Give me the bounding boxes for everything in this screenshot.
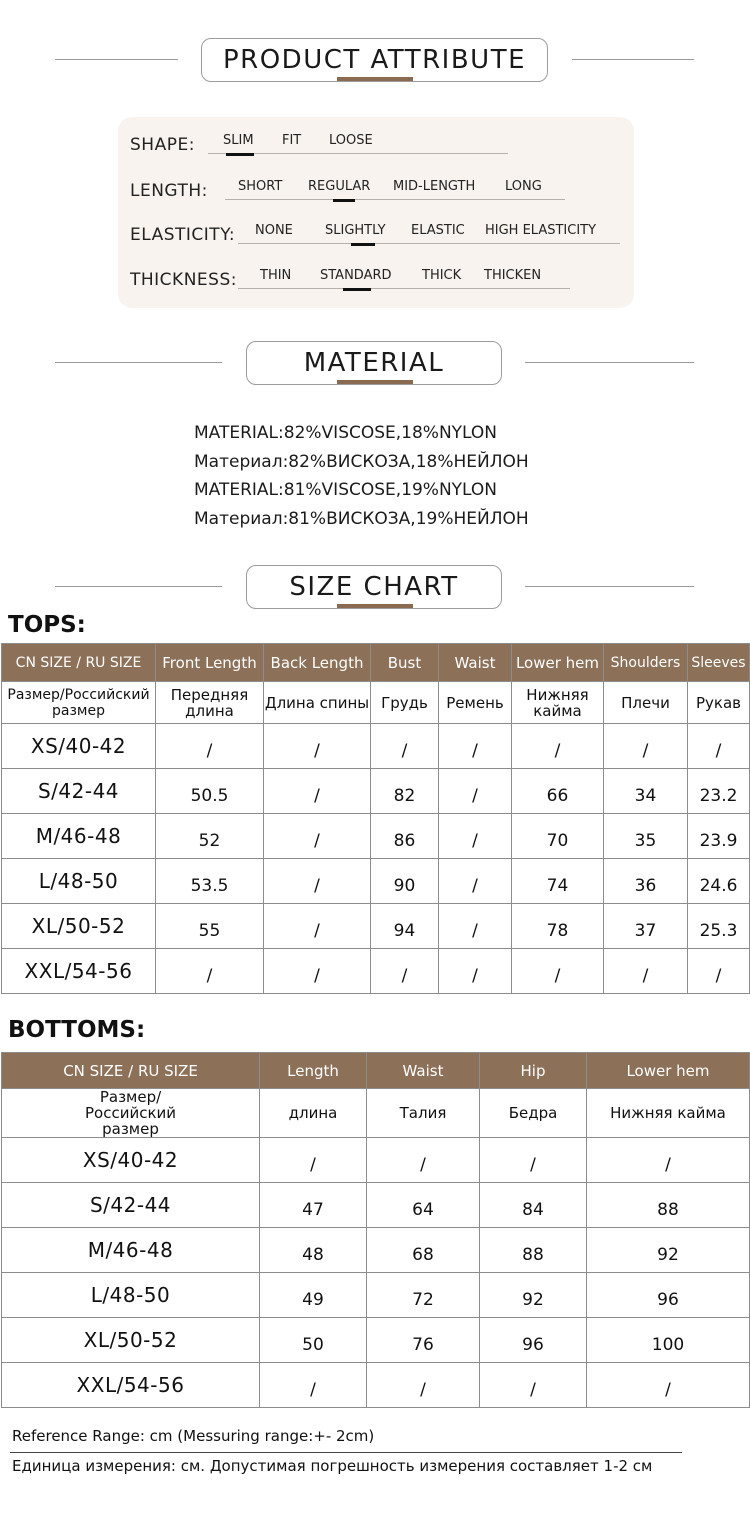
attr-option: THIN: [260, 268, 292, 283]
header-underline: [337, 380, 413, 384]
attr-baseline: [238, 243, 620, 244]
bottoms-value-cell: 84: [480, 1183, 587, 1228]
bottoms-size-cell: S/42-44: [2, 1183, 260, 1228]
attr-option: SLIM: [223, 133, 254, 148]
tops-value-cell: 82: [371, 769, 439, 814]
material-line: [194, 423, 497, 443]
tops-row: [2, 904, 750, 949]
bottoms-value-cell: 76: [367, 1318, 480, 1363]
bottoms-value-cell: /: [480, 1138, 587, 1183]
header-left-line: [55, 59, 178, 60]
tops-value-cell: /: [264, 859, 371, 904]
material-value: 81%ВИСКОЗА,19%НЕЙЛОН: [288, 509, 529, 529]
bottoms-value-cell: 49: [260, 1273, 367, 1318]
bottoms-col-lower-hem: Lower hem: [587, 1053, 750, 1089]
material-line: [194, 509, 529, 529]
tops-value-cell: /: [439, 814, 512, 859]
tops-size-cell: L/48-50: [2, 859, 156, 904]
tops-col-shoulders: Shoulders: [604, 644, 688, 682]
tops-value-cell: 86: [371, 814, 439, 859]
attr-length-row: [130, 173, 630, 203]
bottoms-subheader: Нижняя кайма: [587, 1089, 750, 1138]
bottoms-value-cell: /: [260, 1363, 367, 1408]
tops-body: [2, 724, 750, 994]
bottoms-value-cell: 100: [587, 1318, 750, 1363]
tops-subheader: Нижняя кайма: [512, 682, 604, 724]
attr-selected-marker: [226, 153, 254, 156]
material-value: 82%ВИСКОЗА,18%НЕЙЛОН: [288, 452, 529, 472]
tops-value-cell: 66: [512, 769, 604, 814]
attr-option: REGULAR: [308, 179, 371, 194]
tops-subheader: Передняя длина: [156, 682, 264, 724]
bottoms-row: [2, 1138, 750, 1183]
attr-shape-label: SHAPE:: [130, 135, 195, 155]
bottoms-row: [2, 1183, 750, 1228]
header-left-line: [55, 586, 222, 587]
bottoms-row: [2, 1318, 750, 1363]
bottoms-value-cell: /: [587, 1363, 750, 1408]
tops-size-cell: XL/50-52: [2, 904, 156, 949]
bottoms-subheader: Размер/Российский размер: [2, 1089, 260, 1138]
bottoms-subheader: Бедра: [480, 1089, 587, 1138]
attr-elasticity-row: [130, 217, 630, 247]
attr-option: THICKEN: [484, 268, 542, 283]
attr-option: NONE: [255, 223, 293, 238]
tops-row: [2, 769, 750, 814]
tops-value-cell: 74: [512, 859, 604, 904]
tops-value-cell: 35: [604, 814, 688, 859]
tops-value-cell: /: [371, 724, 439, 769]
attr-baseline: [238, 288, 570, 289]
bottoms-row: [2, 1228, 750, 1273]
header-title: PRODUCT ATTRIBUTE: [222, 45, 527, 75]
tops-value-cell: 78: [512, 904, 604, 949]
bottoms-value-cell: 64: [367, 1183, 480, 1228]
header-underline: [337, 604, 413, 608]
tops-col-front-length: Front Length: [156, 644, 264, 682]
bottoms-row: [2, 1363, 750, 1408]
header-pill: [201, 38, 548, 82]
tops-value-cell: /: [439, 859, 512, 904]
product-attribute-header: [0, 38, 750, 88]
tops-subheader: Длина спины: [264, 682, 371, 724]
tops-value-cell: 25.3: [688, 904, 750, 949]
tops-col-back-length: Back Length: [264, 644, 371, 682]
attr-option: SLIGHTLY: [325, 223, 386, 238]
tops-subheader: Грудь: [371, 682, 439, 724]
bottoms-value-cell: /: [260, 1138, 367, 1183]
header-right-line: [525, 586, 694, 587]
material-label: MATERIAL:: [194, 480, 284, 500]
tops-row: [2, 949, 750, 994]
material-value: 81%VISCOSE,19%NYLON: [283, 480, 498, 500]
tops-table: [1, 643, 750, 994]
header-title: MATERIAL: [303, 348, 445, 378]
attr-option: MID-LENGTH: [393, 179, 476, 194]
bottoms-subheader: Талия: [367, 1089, 480, 1138]
tops-subheader: Плечи: [604, 682, 688, 724]
tops-subheader: Размер/Российский размер: [2, 682, 156, 724]
bottoms-col-size: CN SIZE / RU SIZE: [2, 1053, 260, 1089]
bottoms-table: [1, 1052, 750, 1408]
tops-value-cell: /: [439, 949, 512, 994]
bottoms-col-waist: Waist: [367, 1053, 480, 1089]
tops-row: [2, 724, 750, 769]
attr-option: HIGH ELASTICITY: [485, 223, 597, 238]
bottoms-subheader-row: [2, 1089, 750, 1138]
tops-value-cell: 50.5: [156, 769, 264, 814]
bottoms-value-cell: /: [367, 1138, 480, 1183]
header-right-line: [572, 59, 694, 60]
tops-size-cell: XS/40-42: [2, 724, 156, 769]
tops-value-cell: 34: [604, 769, 688, 814]
material-line: [194, 480, 497, 500]
tops-size-cell: S/42-44: [2, 769, 156, 814]
tops-value-cell: /: [439, 904, 512, 949]
bottoms-value-cell: 96: [587, 1273, 750, 1318]
material-label: MATERIAL:: [194, 423, 284, 443]
bottoms-title: BOTTOMS:: [8, 1017, 146, 1043]
bottoms-size-cell: XL/50-52: [2, 1318, 260, 1363]
tops-value-cell: 37: [604, 904, 688, 949]
tops-value-cell: 23.2: [688, 769, 750, 814]
bottoms-header-row: [2, 1053, 750, 1089]
attr-length-label: LENGTH:: [130, 181, 208, 201]
tops-col-lower-hem: Lower hem: [512, 644, 604, 682]
bottoms-body: [2, 1138, 750, 1408]
header-pill: [246, 341, 502, 385]
reference-divider: [10, 1452, 682, 1453]
bottoms-value-cell: 88: [587, 1183, 750, 1228]
attribute-box: [118, 117, 634, 308]
tops-value-cell: 53.5: [156, 859, 264, 904]
bottoms-size-cell: XXL/54-56: [2, 1363, 260, 1408]
tops-size-cell: M/46-48: [2, 814, 156, 859]
bottoms-value-cell: 50: [260, 1318, 367, 1363]
attr-option: LONG: [505, 179, 542, 194]
bottoms-value-cell: /: [367, 1363, 480, 1408]
tops-col-bust: Bust: [371, 644, 439, 682]
attr-selected-marker: [351, 243, 375, 246]
reference-en: Reference Range: cm (Messuring range:+- 2cm): [12, 1427, 375, 1445]
tops-value-cell: /: [512, 724, 604, 769]
tops-value-cell: /: [264, 814, 371, 859]
bottoms-value-cell: /: [480, 1363, 587, 1408]
bottoms-value-cell: 88: [480, 1228, 587, 1273]
bottoms-value-cell: 72: [367, 1273, 480, 1318]
tops-subheader: Ремень: [439, 682, 512, 724]
bottoms-col-hip: Hip: [480, 1053, 587, 1089]
tops-value-cell: 94: [371, 904, 439, 949]
attr-option: THICK: [422, 268, 462, 283]
size-chart-header: [0, 565, 750, 615]
bottoms-size-cell: M/46-48: [2, 1228, 260, 1273]
tops-value-cell: /: [604, 949, 688, 994]
tops-subheader: Рукав: [688, 682, 750, 724]
bottoms-value-cell: /: [587, 1138, 750, 1183]
tops-value-cell: /: [371, 949, 439, 994]
bottoms-col-length: Length: [260, 1053, 367, 1089]
tops-value-cell: 23.9: [688, 814, 750, 859]
tops-value-cell: 52: [156, 814, 264, 859]
tops-value-cell: /: [264, 769, 371, 814]
material-value: 82%VISCOSE,18%NYLON: [283, 423, 498, 443]
header-left-line: [55, 362, 222, 363]
tops-col-sleeves: Sleeves: [688, 644, 750, 682]
attr-baseline: [225, 199, 565, 200]
attr-option: STANDARD: [320, 268, 392, 283]
tops-row: [2, 814, 750, 859]
bottoms-value-cell: 92: [587, 1228, 750, 1273]
tops-title: TOPS:: [8, 612, 86, 638]
attr-thickness-label: THICKNESS:: [130, 270, 237, 290]
tops-value-cell: /: [512, 949, 604, 994]
bottoms-value-cell: 96: [480, 1318, 587, 1363]
tops-value-cell: 90: [371, 859, 439, 904]
material-label: Материал:: [194, 509, 289, 529]
bottoms-size-cell: XS/40-42: [2, 1138, 260, 1183]
tops-value-cell: /: [156, 724, 264, 769]
tops-header-row: [2, 644, 750, 682]
material-line: [194, 452, 529, 472]
tops-size-cell: XXL/54-56: [2, 949, 156, 994]
tops-col-size: CN SIZE / RU SIZE: [2, 644, 156, 682]
material-label: Материал:: [194, 452, 289, 472]
tops-col-waist: Waist: [439, 644, 512, 682]
bottoms-row: [2, 1273, 750, 1318]
attr-option: LOOSE: [329, 133, 373, 148]
tops-value-cell: /: [439, 769, 512, 814]
header-right-line: [525, 362, 694, 363]
tops-value-cell: /: [156, 949, 264, 994]
tops-value-cell: 24.6: [688, 859, 750, 904]
tops-value-cell: /: [688, 724, 750, 769]
tops-value-cell: /: [264, 904, 371, 949]
bottoms-value-cell: 92: [480, 1273, 587, 1318]
bottoms-value-cell: 68: [367, 1228, 480, 1273]
bottoms-value-cell: 48: [260, 1228, 367, 1273]
header-title: SIZE CHART: [289, 572, 459, 602]
header-underline: [337, 77, 413, 81]
material-header: [0, 341, 750, 391]
tops-value-cell: /: [688, 949, 750, 994]
header-pill: [246, 565, 502, 609]
attr-selected-marker: [333, 199, 355, 202]
tops-value-cell: /: [604, 724, 688, 769]
attr-selected-marker: [343, 288, 371, 291]
tops-value-cell: /: [264, 949, 371, 994]
tops-subheader-row: [2, 682, 750, 724]
tops-value-cell: 36: [604, 859, 688, 904]
bottoms-value-cell: 47: [260, 1183, 367, 1228]
attr-option: SHORT: [238, 179, 283, 194]
attr-shape-row: [130, 127, 630, 157]
reference-ru: Единица измерения: см. Допустимая погрешность измерения составляет 1-2 см: [12, 1457, 653, 1475]
tops-row: [2, 859, 750, 904]
tops-value-cell: /: [264, 724, 371, 769]
bottoms-size-cell: L/48-50: [2, 1273, 260, 1318]
tops-value-cell: 70: [512, 814, 604, 859]
attr-thickness-row: [130, 262, 630, 292]
tops-value-cell: 55: [156, 904, 264, 949]
attr-elasticity-label: ELASTICITY:: [130, 225, 236, 245]
tops-value-cell: /: [439, 724, 512, 769]
attr-option: ELASTIC: [411, 223, 465, 238]
attr-option: FIT: [282, 133, 302, 148]
bottoms-subheader: длина: [260, 1089, 367, 1138]
